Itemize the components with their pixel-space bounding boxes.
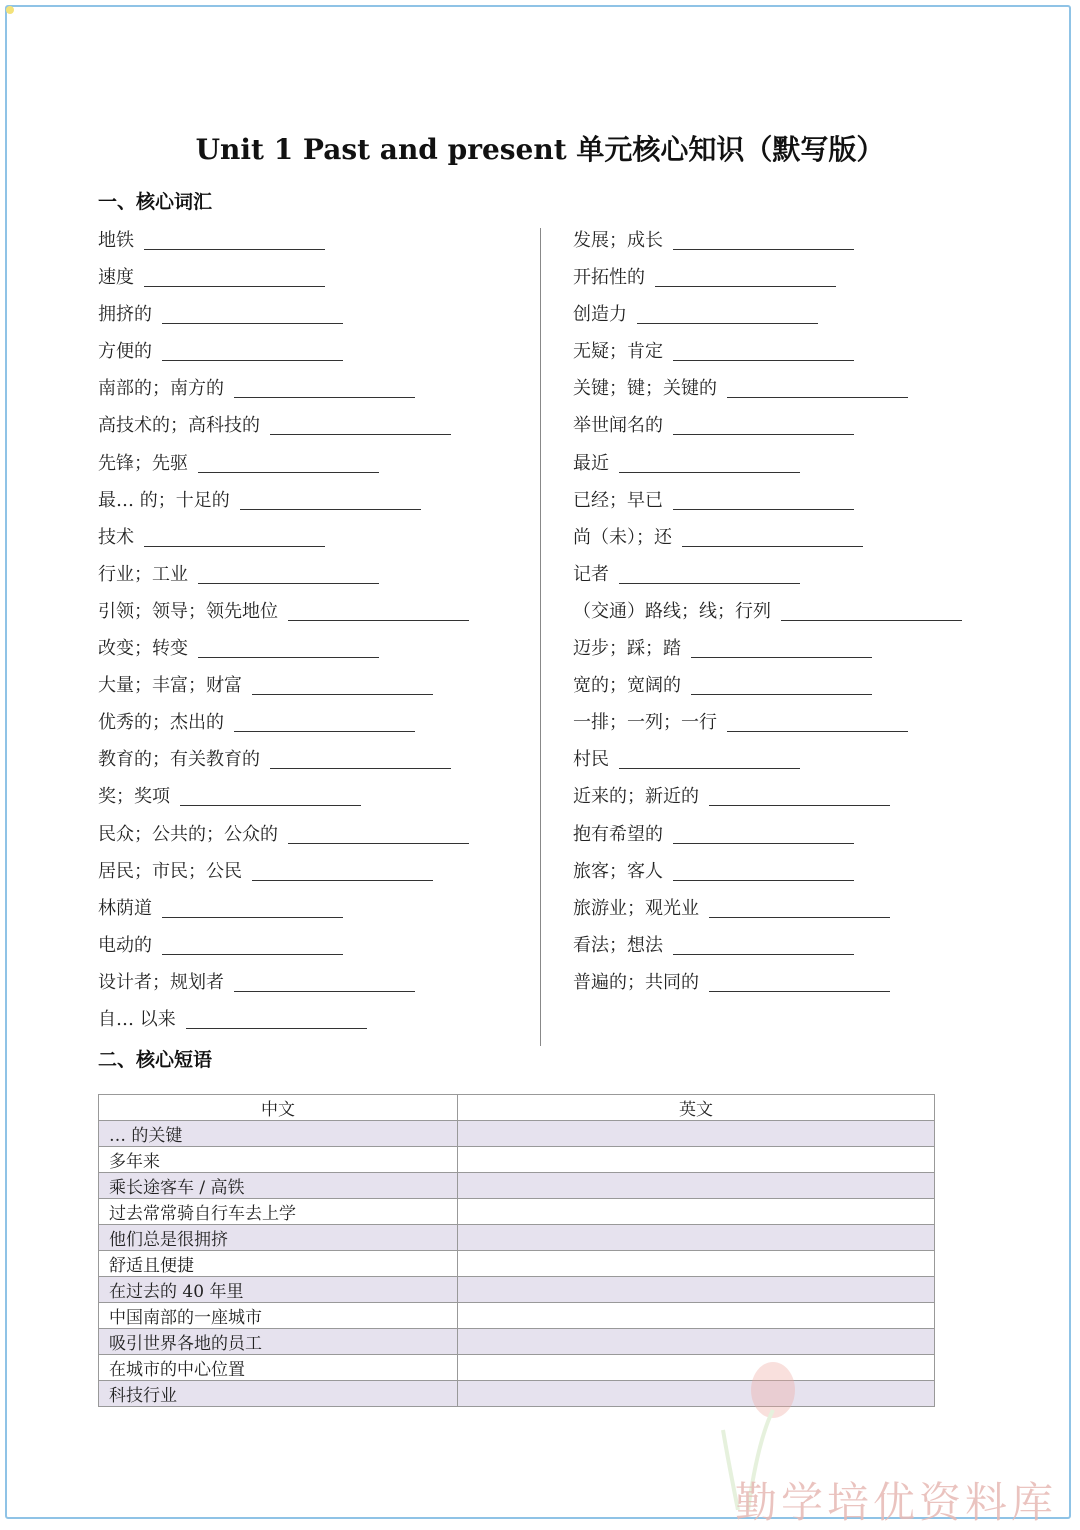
vocab-label: 设计者；规划者 xyxy=(98,971,224,993)
table-header-row xyxy=(99,1095,935,1121)
answer-blank[interactable] xyxy=(198,562,379,584)
header-chinese: 中文 xyxy=(99,1095,458,1121)
table-row xyxy=(99,1225,935,1251)
vocab-label: 居民；市民；公民 xyxy=(98,860,242,882)
answer-blank[interactable] xyxy=(727,710,908,732)
section-heading-phrases: 二、核心短语 xyxy=(98,1049,213,1071)
vocab-label: 电动的 xyxy=(98,934,152,956)
vocab-item xyxy=(98,970,469,1007)
vocab-label: 先锋；先驱 xyxy=(98,452,188,474)
vocab-item xyxy=(98,339,469,376)
answer-blank[interactable] xyxy=(691,673,872,695)
phrase-english-blank[interactable] xyxy=(458,1173,935,1199)
phrase-chinese: 在城市的中心位置 xyxy=(99,1355,458,1381)
vocab-item xyxy=(98,562,469,599)
phrase-english-blank[interactable] xyxy=(458,1199,935,1225)
answer-blank[interactable] xyxy=(727,376,908,398)
vocab-label: （交通）路线；线；行列 xyxy=(573,600,771,622)
vocab-item xyxy=(98,525,469,562)
answer-blank[interactable] xyxy=(619,747,800,769)
vocab-label: 记者 xyxy=(573,563,609,585)
vocab-label: 迈步；踩；踏 xyxy=(573,638,681,660)
vocab-item xyxy=(98,1007,469,1044)
table-row xyxy=(99,1303,935,1329)
vocab-label: 大量；丰富；财富 xyxy=(98,675,242,697)
answer-blank[interactable] xyxy=(162,933,343,955)
answer-blank[interactable] xyxy=(252,859,433,881)
vocab-label: 速度 xyxy=(98,267,134,289)
vocab-item xyxy=(98,265,469,302)
vocab-item xyxy=(573,822,962,859)
answer-blank[interactable] xyxy=(270,413,451,435)
answer-blank[interactable] xyxy=(162,339,343,361)
vocab-item xyxy=(573,710,962,747)
answer-blank[interactable] xyxy=(252,673,433,695)
answer-blank[interactable] xyxy=(691,636,872,658)
vocab-label: 最… 的；十足的 xyxy=(98,489,230,511)
vocab-item xyxy=(573,599,962,636)
vocab-label: 一排；一列；一行 xyxy=(573,712,717,734)
table-row xyxy=(99,1251,935,1277)
answer-blank[interactable] xyxy=(144,228,325,250)
vocab-item xyxy=(98,673,469,710)
vocab-label: 旅客；客人 xyxy=(573,860,663,882)
phrase-english-blank[interactable] xyxy=(458,1303,935,1329)
phrase-chinese: 吸引世界各地的员工 xyxy=(99,1329,458,1355)
vocab-label: 行业；工业 xyxy=(98,563,188,585)
phrase-chinese: 他们总是很拥挤 xyxy=(99,1225,458,1251)
phrase-chinese: 过去常常骑自行车去上学 xyxy=(99,1199,458,1225)
vocab-label: 奖；奖项 xyxy=(98,786,170,808)
vocab-item xyxy=(98,413,469,450)
vocab-item xyxy=(98,302,469,339)
answer-blank[interactable] xyxy=(673,339,854,361)
answer-blank[interactable] xyxy=(162,302,343,324)
vocab-label: 自… 以来 xyxy=(98,1008,176,1030)
phrase-english-blank[interactable] xyxy=(458,1381,935,1407)
answer-blank[interactable] xyxy=(673,933,854,955)
phrase-chinese: 中国南部的一座城市 xyxy=(99,1303,458,1329)
answer-blank[interactable] xyxy=(234,970,415,992)
vocab-item xyxy=(573,636,962,673)
answer-blank[interactable] xyxy=(234,376,415,398)
phrase-chinese: … 的关键 xyxy=(99,1121,458,1147)
vocab-item xyxy=(573,896,962,933)
answer-blank[interactable] xyxy=(673,822,854,844)
vocab-item xyxy=(98,376,469,413)
phrase-english-blank[interactable] xyxy=(458,1277,935,1303)
phrase-english-blank[interactable] xyxy=(458,1355,935,1381)
vocab-item xyxy=(573,265,962,302)
answer-blank[interactable] xyxy=(673,413,854,435)
vocab-label: 技术 xyxy=(98,526,134,548)
table-row xyxy=(99,1147,935,1173)
vocab-item xyxy=(98,896,469,933)
answer-blank[interactable] xyxy=(619,562,800,584)
answer-blank[interactable] xyxy=(234,710,415,732)
table-row xyxy=(99,1199,935,1225)
corner-dot xyxy=(6,6,14,14)
vocab-label: 宽的；宽阔的 xyxy=(573,675,681,697)
answer-blank[interactable] xyxy=(637,302,818,324)
vocab-label: 村民 xyxy=(573,749,609,771)
vocab-label: 举世闻名的 xyxy=(573,415,663,437)
answer-blank[interactable] xyxy=(619,451,800,473)
phrase-english-blank[interactable] xyxy=(458,1251,935,1277)
table-row xyxy=(99,1173,935,1199)
answer-blank[interactable] xyxy=(709,784,890,806)
answer-blank[interactable] xyxy=(709,896,890,918)
vocab-label: 优秀的；杰出的 xyxy=(98,712,224,734)
column-divider xyxy=(540,228,541,1046)
watermark: 勤学培优资料库 xyxy=(735,1478,1058,1527)
vocab-label: 旅游业；观光业 xyxy=(573,897,699,919)
vocab-item xyxy=(98,636,469,673)
answer-blank[interactable] xyxy=(240,488,421,510)
vocab-item xyxy=(98,933,469,970)
answer-blank[interactable] xyxy=(682,525,863,547)
answer-blank[interactable] xyxy=(198,636,379,658)
vocab-label: 引领；领导；领先地位 xyxy=(98,600,278,622)
vocab-label: 最近 xyxy=(573,452,609,474)
vocab-label: 林荫道 xyxy=(98,897,152,919)
vocab-label: 普遍的；共同的 xyxy=(573,971,699,993)
vocab-item xyxy=(98,822,469,859)
answer-blank[interactable] xyxy=(781,599,962,621)
vocab-item xyxy=(573,784,962,821)
answer-blank[interactable] xyxy=(673,488,854,510)
answer-blank[interactable] xyxy=(198,451,379,473)
vocab-label: 民众；公共的；公众的 xyxy=(98,823,278,845)
vocab-item xyxy=(98,488,469,525)
answer-blank[interactable] xyxy=(655,265,836,287)
vocab-item xyxy=(573,747,962,784)
vocab-item xyxy=(573,413,962,450)
vocab-item xyxy=(573,970,962,1007)
vocab-label: 开拓性的 xyxy=(573,267,645,289)
table-row xyxy=(99,1277,935,1303)
vocab-item xyxy=(98,451,469,488)
phrase-english-blank[interactable] xyxy=(458,1329,935,1355)
phrase-chinese: 在过去的 40 年里 xyxy=(99,1277,458,1303)
answer-blank[interactable] xyxy=(288,822,469,844)
vocab-item xyxy=(98,747,469,784)
vocab-label: 近来的；新近的 xyxy=(573,786,699,808)
vocab-item xyxy=(573,451,962,488)
page-title: Unit 1 Past and present 单元核心知识（默写版） xyxy=(195,133,885,166)
vocab-item xyxy=(573,933,962,970)
vocab-label: 看法；想法 xyxy=(573,934,663,956)
answer-blank[interactable] xyxy=(270,747,451,769)
phrase-chinese: 乘长途客车 / 高铁 xyxy=(99,1173,458,1199)
vocab-item xyxy=(573,525,962,562)
vocab-label: 方便的 xyxy=(98,341,152,363)
phrase-chinese: 多年来 xyxy=(99,1147,458,1173)
table-row xyxy=(99,1121,935,1147)
vocab-item xyxy=(573,302,962,339)
vocab-item xyxy=(98,710,469,747)
answer-blank[interactable] xyxy=(186,1007,367,1029)
vocab-item xyxy=(573,339,962,376)
vocab-item xyxy=(573,673,962,710)
vocab-label: 无疑；肯定 xyxy=(573,341,663,363)
vocab-label: 尚（未）；还 xyxy=(573,526,672,548)
answer-blank[interactable] xyxy=(162,896,343,918)
vocab-item xyxy=(573,228,962,265)
vocab-label: 已经；早已 xyxy=(573,489,663,511)
vocab-item xyxy=(98,784,469,821)
vocab-item xyxy=(98,599,469,636)
answer-blank[interactable] xyxy=(288,599,469,621)
phrase-english-blank[interactable] xyxy=(458,1147,935,1173)
phrase-english-blank[interactable] xyxy=(458,1225,935,1251)
vocab-label: 创造力 xyxy=(573,304,627,326)
vocab-label: 教育的；有关教育的 xyxy=(98,749,260,771)
vocab-label: 发展；成长 xyxy=(573,230,663,251)
answer-blank[interactable] xyxy=(673,859,854,881)
vocab-column-right xyxy=(573,228,962,1007)
phrase-chinese: 科技行业 xyxy=(99,1381,458,1407)
vocab-label: 南部的；南方的 xyxy=(98,378,224,400)
header-english: 英文 xyxy=(458,1095,935,1121)
vocab-label: 地铁 xyxy=(98,230,134,251)
vocab-column-left xyxy=(98,228,469,1044)
vocab-item xyxy=(573,859,962,896)
answer-blank[interactable] xyxy=(144,265,325,287)
answer-blank[interactable] xyxy=(673,228,854,250)
answer-blank[interactable] xyxy=(144,525,325,547)
vocab-item xyxy=(98,859,469,896)
answer-blank[interactable] xyxy=(709,970,890,992)
phrase-english-blank[interactable] xyxy=(458,1121,935,1147)
vocab-item xyxy=(98,228,469,265)
vocab-label: 抱有希望的 xyxy=(573,823,663,845)
vocab-label: 关键；键；关键的 xyxy=(573,378,717,400)
vocab-item xyxy=(573,376,962,413)
vocab-item xyxy=(573,562,962,599)
answer-blank[interactable] xyxy=(180,784,361,806)
vocab-label: 高技术的；高科技的 xyxy=(98,415,260,437)
vocab-item xyxy=(573,488,962,525)
phrase-chinese: 舒适且便捷 xyxy=(99,1251,458,1277)
vocab-label: 拥挤的 xyxy=(98,304,152,326)
vocab-label: 改变；转变 xyxy=(98,638,188,660)
section-heading-vocab: 一、核心词汇 xyxy=(98,191,213,213)
